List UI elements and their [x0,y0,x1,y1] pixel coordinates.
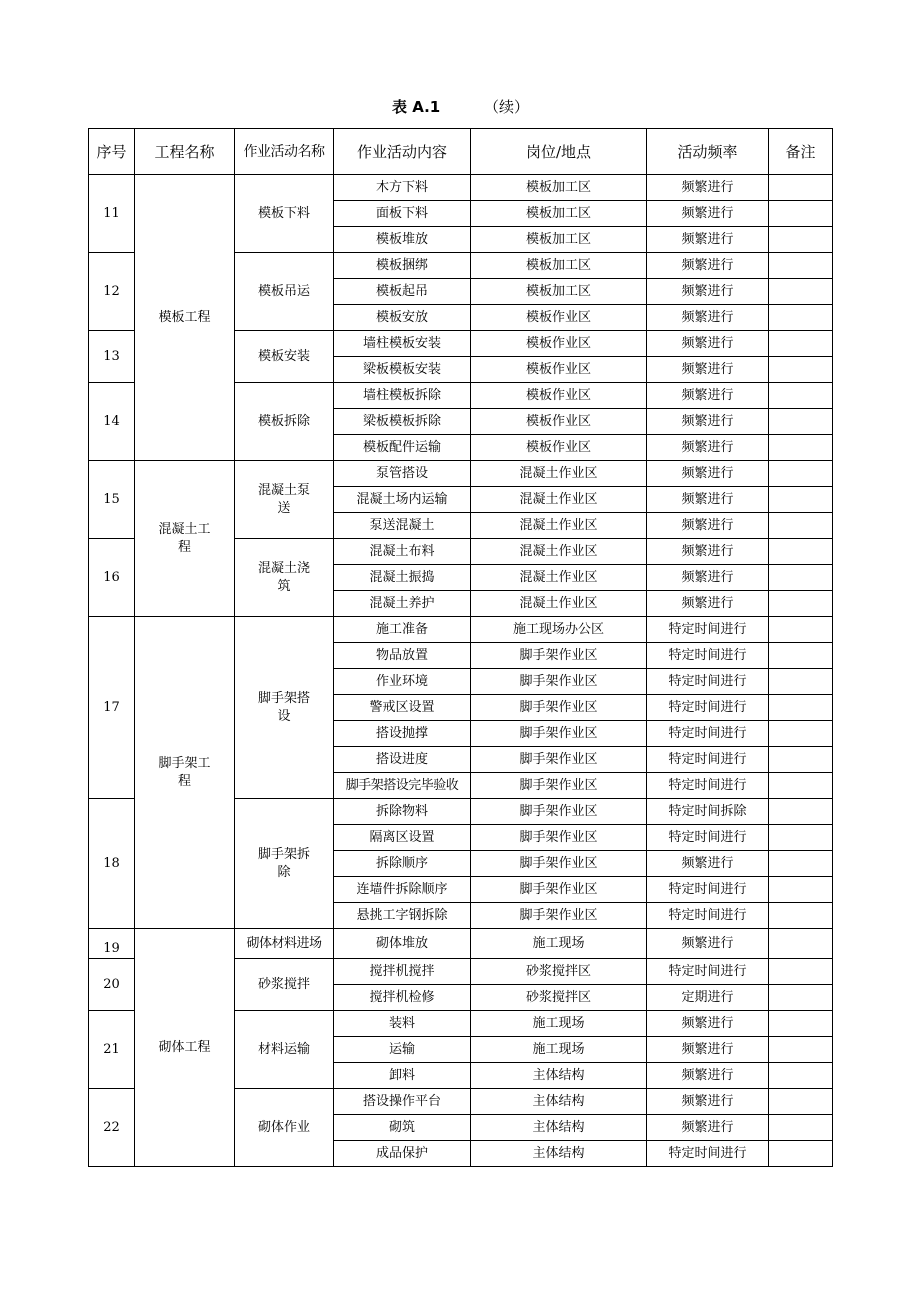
activity-location-cell: 混凝土作业区 [471,487,647,513]
seq-cell: 15 [89,461,135,539]
activity-name-cell: 模板下料 [235,175,334,253]
activity-note-cell [769,903,833,929]
activity-name-cell: 材料运输 [235,1011,334,1089]
activity-note-cell [769,1063,833,1089]
activity-frequency-cell: 特定时间进行 [647,669,769,695]
activity-frequency-cell: 频繁进行 [647,383,769,409]
header-seq: 序号 [89,129,135,175]
header-activity-name: 作业活动名称 [235,129,334,175]
activity-note-cell [769,799,833,825]
activity-frequency-cell: 频繁进行 [647,513,769,539]
activity-location-cell: 脚手架作业区 [471,903,647,929]
activity-location-cell: 脚手架作业区 [471,851,647,877]
activity-frequency-cell: 频繁进行 [647,1115,769,1141]
activity-frequency-cell: 特定时间进行 [647,617,769,643]
activity-note-cell [769,461,833,487]
activity-note-cell [769,175,833,201]
activity-content-cell: 混凝土振捣 [334,565,471,591]
table-caption [0,96,920,120]
activity-content-cell: 模板起吊 [334,279,471,305]
activity-frequency-cell: 特定时间进行 [647,747,769,773]
activity-content-cell: 卸料 [334,1063,471,1089]
header-location: 岗位/地点 [471,129,647,175]
activity-frequency-cell: 频繁进行 [647,487,769,513]
activity-content-cell: 拆除顺序 [334,851,471,877]
activity-frequency-cell: 频繁进行 [647,305,769,331]
activity-location-cell: 施工现场 [471,929,647,959]
activity-name-cell: 砌体材料进场 [235,929,334,959]
activity-content-cell: 模板捆绑 [334,253,471,279]
seq-cell: 14 [89,383,135,461]
table-row [89,617,833,643]
activity-content-cell: 施工准备 [334,617,471,643]
activity-location-cell: 主体结构 [471,1141,647,1167]
activity-content-cell: 砌体堆放 [334,929,471,959]
activity-note-cell [769,201,833,227]
header-frequency: 活动频率 [647,129,769,175]
activity-note-cell [769,305,833,331]
activity-content-cell: 泵管搭设 [334,461,471,487]
activity-location-cell: 混凝土作业区 [471,565,647,591]
activity-name-cell: 模板安装 [235,331,334,383]
activity-frequency-cell: 频繁进行 [647,1063,769,1089]
activity-name-cell: 脚手架搭 设 [235,617,334,799]
activity-content-cell: 砌筑 [334,1115,471,1141]
project-name-cell: 模板工程 [135,175,235,461]
activity-note-cell [769,747,833,773]
seq-cell: 18 [89,799,135,929]
activity-content-cell: 拆除物料 [334,799,471,825]
activity-content-cell: 模板安放 [334,305,471,331]
activity-frequency-cell: 频繁进行 [647,227,769,253]
activity-location-cell: 模板作业区 [471,435,647,461]
activity-location-cell: 脚手架作业区 [471,669,647,695]
activity-content-cell: 墙柱模板拆除 [334,383,471,409]
activity-frequency-cell: 特定时间进行 [647,643,769,669]
activity-frequency-cell: 频繁进行 [647,539,769,565]
activity-frequency-cell: 特定时间进行 [647,877,769,903]
activity-location-cell: 模板加工区 [471,201,647,227]
table-body [89,175,833,1167]
activity-location-cell: 主体结构 [471,1115,647,1141]
activity-note-cell [769,773,833,799]
activity-content-cell: 混凝土场内运输 [334,487,471,513]
activity-note-cell [769,539,833,565]
activity-content-cell: 模板堆放 [334,227,471,253]
table-row [89,461,833,487]
activity-location-cell: 模板加工区 [471,175,647,201]
table-continued-label: （续） [484,98,530,116]
activity-note-cell [769,1115,833,1141]
activity-content-cell: 装料 [334,1011,471,1037]
seq-cell: 13 [89,331,135,383]
activity-location-cell: 模板作业区 [471,383,647,409]
seq-cell: 21 [89,1011,135,1089]
activity-note-cell [769,985,833,1011]
activity-frequency-cell: 频繁进行 [647,1011,769,1037]
activity-name-cell: 砌体作业 [235,1089,334,1167]
project-name-cell: 砌体工程 [135,929,235,1167]
activity-note-cell [769,1011,833,1037]
risk-activity-table [88,128,833,1167]
activity-location-cell: 施工现场办公区 [471,617,647,643]
activity-location-cell: 脚手架作业区 [471,877,647,903]
activity-name-cell: 砂浆搅拌 [235,959,334,1011]
activity-note-cell [769,435,833,461]
activity-content-cell: 搅拌机检修 [334,985,471,1011]
activity-content-cell: 混凝土布料 [334,539,471,565]
activity-content-cell: 悬挑工字钢拆除 [334,903,471,929]
activity-frequency-cell: 频繁进行 [647,565,769,591]
activity-location-cell: 脚手架作业区 [471,721,647,747]
activity-frequency-cell: 特定时间进行 [647,825,769,851]
activity-location-cell: 脚手架作业区 [471,695,647,721]
activity-name-cell: 模板拆除 [235,383,334,461]
header-note: 备注 [769,129,833,175]
activity-note-cell [769,1037,833,1063]
seq-cell: 16 [89,539,135,617]
activity-location-cell: 脚手架作业区 [471,747,647,773]
activity-note-cell [769,721,833,747]
activity-frequency-cell: 特定时间进行 [647,1141,769,1167]
activity-location-cell: 混凝土作业区 [471,539,647,565]
activity-note-cell [769,959,833,985]
project-name-cell: 混凝土工 程 [135,461,235,617]
activity-location-cell: 砂浆搅拌区 [471,959,647,985]
activity-frequency-cell: 特定时间进行 [647,773,769,799]
activity-content-cell: 成品保护 [334,1141,471,1167]
activity-location-cell: 脚手架作业区 [471,773,647,799]
header-activity-content: 作业活动内容 [334,129,471,175]
activity-frequency-cell: 频繁进行 [647,331,769,357]
activity-location-cell: 主体结构 [471,1089,647,1115]
activity-content-cell: 木方下料 [334,175,471,201]
table-row [89,175,833,201]
activity-note-cell [769,383,833,409]
activity-note-cell [769,695,833,721]
activity-frequency-cell: 特定时间进行 [647,721,769,747]
activity-location-cell: 脚手架作业区 [471,643,647,669]
activity-note-cell [769,357,833,383]
activity-content-cell: 搭设操作平台 [334,1089,471,1115]
header-project: 工程名称 [135,129,235,175]
activity-frequency-cell: 特定时间进行 [647,959,769,985]
activity-content-cell: 警戒区设置 [334,695,471,721]
seq-cell: 20 [89,959,135,1011]
activity-note-cell [769,565,833,591]
project-name-cell: 脚手架工 程 [135,617,235,929]
activity-note-cell [769,513,833,539]
activity-frequency-cell: 频繁进行 [647,253,769,279]
activity-note-cell [769,409,833,435]
activity-location-cell: 模板加工区 [471,253,647,279]
activity-location-cell: 砂浆搅拌区 [471,985,647,1011]
activity-note-cell [769,617,833,643]
activity-note-cell [769,591,833,617]
activity-name-cell: 模板吊运 [235,253,334,331]
activity-location-cell: 模板作业区 [471,357,647,383]
activity-frequency-cell: 频繁进行 [647,357,769,383]
activity-frequency-cell: 频繁进行 [647,279,769,305]
activity-location-cell: 模板作业区 [471,305,647,331]
activity-content-cell: 混凝土养护 [334,591,471,617]
table-title: 表 A.1 [392,98,441,116]
activity-location-cell: 混凝土作业区 [471,513,647,539]
activity-location-cell: 模板加工区 [471,227,647,253]
activity-note-cell [769,487,833,513]
activity-frequency-cell: 特定时间拆除 [647,799,769,825]
activity-note-cell [769,1141,833,1167]
activity-frequency-cell: 频繁进行 [647,435,769,461]
activity-frequency-cell: 特定时间进行 [647,903,769,929]
seq-cell: 17 [89,617,135,799]
activity-location-cell: 模板加工区 [471,279,647,305]
activity-frequency-cell: 频繁进行 [647,409,769,435]
activity-note-cell [769,643,833,669]
activity-note-cell [769,227,833,253]
activity-content-cell: 墙柱模板安装 [334,331,471,357]
activity-location-cell: 脚手架作业区 [471,825,647,851]
activity-location-cell: 模板作业区 [471,409,647,435]
activity-frequency-cell: 频繁进行 [647,461,769,487]
activity-frequency-cell: 定期进行 [647,985,769,1011]
activity-content-cell: 物品放置 [334,643,471,669]
activity-content-cell: 脚手架搭设完毕验收 [334,773,471,799]
activity-frequency-cell: 频繁进行 [647,201,769,227]
activity-note-cell [769,929,833,959]
activity-content-cell: 模板配件运输 [334,435,471,461]
activity-note-cell [769,279,833,305]
header-row [89,129,833,175]
activity-frequency-cell: 频繁进行 [647,591,769,617]
table-row [89,929,833,959]
activity-note-cell [769,1089,833,1115]
activity-content-cell: 搅拌机搅拌 [334,959,471,985]
activity-content-cell: 梁板模板拆除 [334,409,471,435]
seq-cell: 12 [89,253,135,331]
activity-content-cell: 面板下料 [334,201,471,227]
activity-note-cell [769,331,833,357]
activity-name-cell: 混凝土浇 筑 [235,539,334,617]
activity-content-cell: 搭设抛撑 [334,721,471,747]
activity-note-cell [769,851,833,877]
activity-content-cell: 泵送混凝土 [334,513,471,539]
activity-location-cell: 脚手架作业区 [471,799,647,825]
activity-frequency-cell: 频繁进行 [647,929,769,959]
seq-cell: 19 [89,929,135,959]
activity-frequency-cell: 特定时间进行 [647,695,769,721]
activity-content-cell: 作业环境 [334,669,471,695]
activity-note-cell [769,877,833,903]
activity-note-cell [769,669,833,695]
activity-location-cell: 混凝土作业区 [471,461,647,487]
activity-location-cell: 施工现场 [471,1037,647,1063]
activity-name-cell: 脚手架拆 除 [235,799,334,929]
activity-frequency-cell: 频繁进行 [647,175,769,201]
activity-content-cell: 运输 [334,1037,471,1063]
activity-frequency-cell: 频繁进行 [647,1089,769,1115]
activity-content-cell: 搭设进度 [334,747,471,773]
activity-note-cell [769,253,833,279]
activity-note-cell [769,825,833,851]
activity-content-cell: 隔离区设置 [334,825,471,851]
activity-location-cell: 主体结构 [471,1063,647,1089]
seq-cell: 11 [89,175,135,253]
activity-content-cell: 连墙件拆除顺序 [334,877,471,903]
seq-cell: 22 [89,1089,135,1167]
activity-location-cell: 混凝土作业区 [471,591,647,617]
activity-name-cell: 混凝土泵 送 [235,461,334,539]
activity-location-cell: 模板作业区 [471,331,647,357]
activity-location-cell: 施工现场 [471,1011,647,1037]
activity-content-cell: 梁板模板安装 [334,357,471,383]
activity-frequency-cell: 频繁进行 [647,851,769,877]
activity-frequency-cell: 频繁进行 [647,1037,769,1063]
